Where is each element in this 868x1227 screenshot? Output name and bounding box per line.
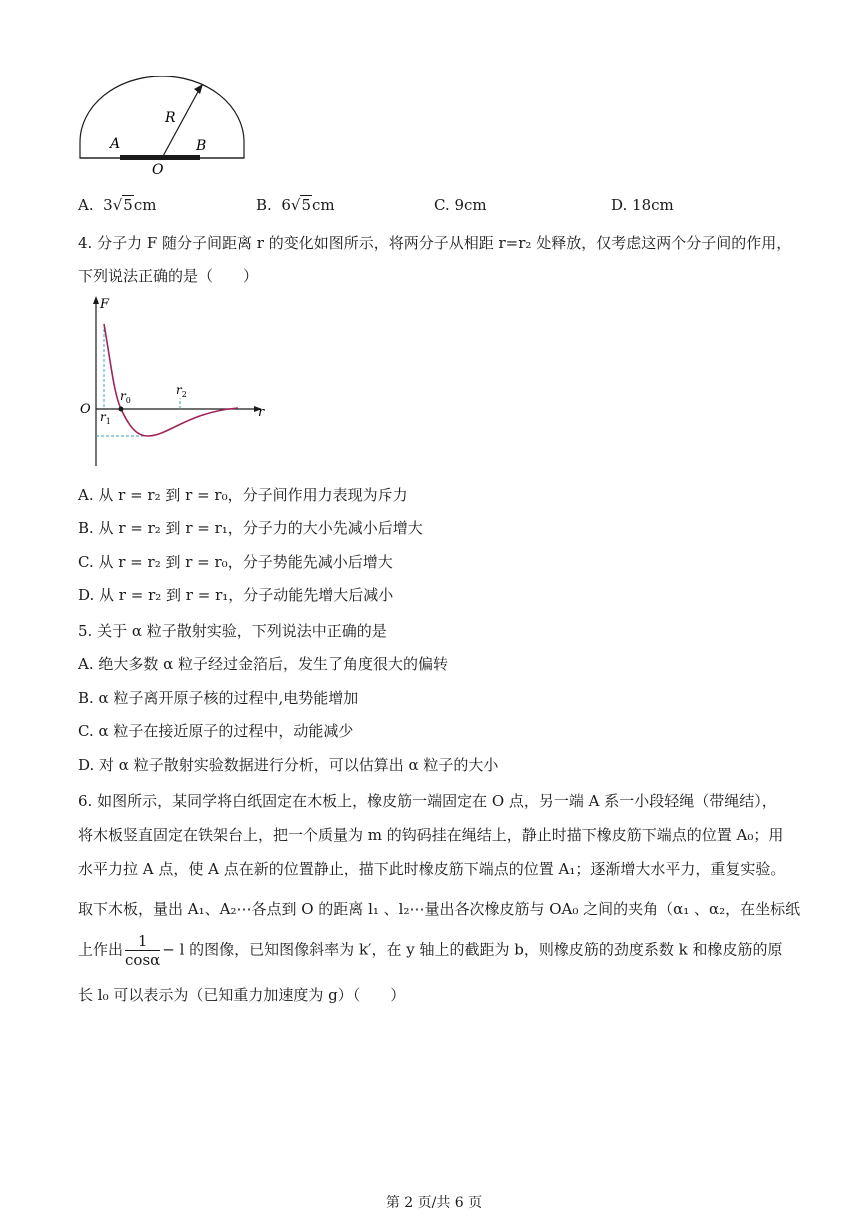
q5-option-d: D. 对 α 粒子散射实验数据进行分析，可以估算出 α 粒子的大小	[78, 756, 499, 774]
q3-option-b: B. 6√5cm	[256, 196, 335, 214]
q6-line4: 取下木板，量出 A₁、A₂⋯各点到 O 的距离 l₁ 、l₂⋯量出各次橡皮筋与 OA₀ 之间的夹角（α₁ 、α₂，在坐标纸	[78, 900, 801, 918]
q6-line5: 上作出 $\frac{1}{\cos\alpha}$ − l 的图像，已知图像斜率为 k′，在 y 轴上的截距为 b，则橡皮筋的劲度系数 k 和橡皮筋的原	[78, 932, 783, 969]
force-distance-graph	[76, 294, 276, 474]
fraction-1-over-cos: $\frac{1}{\cos\alpha}$	[125, 932, 161, 969]
semicircle-arc	[80, 76, 244, 158]
q4-option-c: C. 从 r = r₂ 到 r = r₀，分子势能先减小后增大	[78, 553, 393, 571]
q3-option-c: C. 9cm	[434, 196, 487, 214]
label-r0: $r_0$	[120, 389, 131, 405]
label-r-axis: r	[258, 405, 265, 420]
q6-line6: 长 l₀ 可以表示为（已知重力加速度为 g）（ ）	[78, 986, 406, 1004]
equilibrium-point	[119, 407, 124, 412]
q6-line2: 将木板竖直固定在铁架台上，把一个质量为 m 的钩码挂在绳结上，静止时描下橡皮筋下端点的位置 A₀；用	[78, 826, 784, 844]
f-axis-arrow	[93, 296, 99, 304]
label-r2: $r_2$	[176, 383, 187, 399]
label-O: O	[152, 162, 164, 176]
page-footer: 第 2 页/共 6 页	[385, 1195, 483, 1211]
q4-option-a: A. 从 r = r₂ 到 r = r₀，分子间作用力表现为斥力	[78, 486, 408, 504]
q5-option-b: B. α 粒子离开原子核的过程中,电势能增加	[78, 689, 359, 707]
label-R: R	[165, 110, 176, 126]
label-r1: $r_1$	[100, 410, 111, 426]
q4-option-d: D. 从 r = r₂ 到 r = r₁，分子动能先增大后减小	[78, 586, 394, 604]
q5-option-c: C. α 粒子在接近原子的过程中，动能减少	[78, 722, 354, 740]
arrow-head	[194, 84, 203, 94]
q4-option-b: B. 从 r = r₂ 到 r = r₁，分子力的大小先减小后增大	[78, 519, 423, 537]
label-B: B	[196, 138, 207, 154]
q5-option-a: A. 绝大多数 α 粒子经过金箔后，发生了角度很大的偏转	[78, 655, 449, 673]
semicircle-figure	[76, 76, 248, 176]
q6-line1: 6. 如图所示，某同学将白纸固定在木板上，橡皮筋一端固定在 O 点，另一端 A 系一小段轻绳（带绳结），	[78, 792, 777, 810]
q4-stem-line1: 4. 分子力 F 随分子间距离 r 的变化如图所示，将两分子从相距 r=r₂ 处释放，仅考虑这两个分子间的作用，	[78, 234, 792, 252]
q5-stem: 5. 关于 α 粒子散射实验，下列说法中正确的是	[78, 622, 387, 640]
label-origin: O	[80, 402, 91, 417]
q6-line3: 水平力拉 A 点，使 A 点在新的位置静止，描下此时橡皮筋下端点的位置 A₁；逐渐增大水平力，重复实验。	[78, 860, 786, 878]
rod-AB	[120, 155, 200, 160]
q3-option-a: A. 3√5cm	[78, 196, 157, 214]
q3-option-d: D. 18cm	[611, 196, 674, 214]
label-F: F	[100, 297, 110, 312]
q4-stem-line2: 下列说法正确的是（ ）	[78, 267, 259, 285]
force-curve	[104, 324, 238, 436]
label-A: A	[110, 136, 121, 152]
